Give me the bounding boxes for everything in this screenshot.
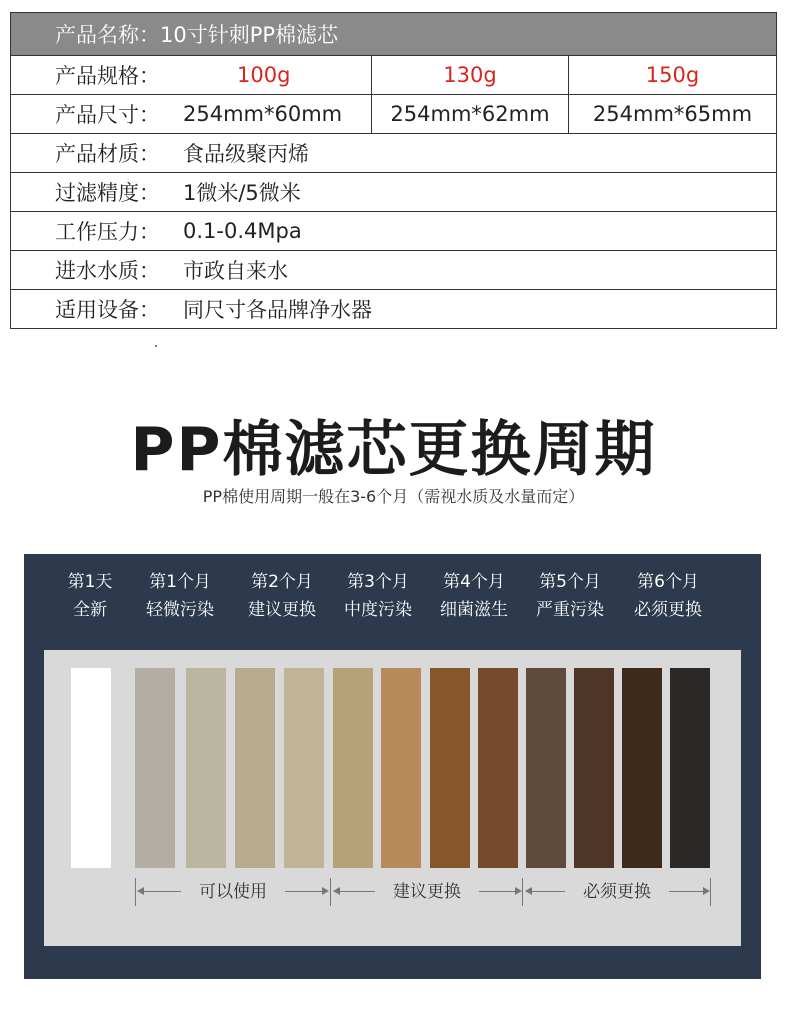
water-quality-label: 进水水质： xyxy=(55,259,160,283)
product-name-value: 10寸针刺PP棉滤芯 xyxy=(160,23,339,47)
range-suggest xyxy=(331,878,523,906)
weight-value-2: 130g xyxy=(443,63,497,87)
stage-month1 xyxy=(134,568,226,624)
range-must xyxy=(523,878,711,906)
swatch-3 xyxy=(235,668,275,868)
size-value-2: 254mm*62mm xyxy=(390,102,550,126)
swatch-board xyxy=(44,650,741,946)
spec-row-material xyxy=(11,133,776,172)
swatch-8 xyxy=(478,668,518,868)
size-value-3: 254mm*65mm xyxy=(592,102,753,126)
stage-desc: 细菌滋生 xyxy=(440,600,508,620)
cycle-title: PP棉滤芯更换周期 xyxy=(130,415,657,485)
stage-time: 第3个月 xyxy=(347,572,409,592)
stage-month2 xyxy=(236,568,328,624)
spec-row-precision xyxy=(11,172,776,211)
size-value-1: 254mm*60mm xyxy=(183,102,343,126)
swatch-4 xyxy=(284,668,324,868)
precision-label: 过滤精度： xyxy=(55,181,160,205)
weight-value-3: 150g xyxy=(645,63,700,87)
spec-table xyxy=(10,12,777,329)
swatch-11 xyxy=(622,668,662,868)
stage-month6 xyxy=(622,568,714,624)
stage-time: 第1天 xyxy=(67,572,113,592)
swatch-0 xyxy=(71,668,111,868)
devices-value: 同尺寸各品牌净水器 xyxy=(183,298,372,322)
spec-row-pressure xyxy=(11,211,776,250)
stage-desc: 必须更换 xyxy=(634,600,702,620)
stray-dot xyxy=(155,345,157,347)
stage-desc: 建议更换 xyxy=(248,600,316,620)
swatch-2 xyxy=(186,668,226,868)
swatch-1 xyxy=(135,668,175,868)
spec-row-devices xyxy=(11,289,776,328)
range-usable xyxy=(135,878,331,906)
swatch-5 xyxy=(333,668,373,868)
swatch-12 xyxy=(670,668,710,868)
spec-header-row xyxy=(11,13,776,55)
pressure-label: 工作压力： xyxy=(55,220,160,244)
range-usable-label: 可以使用 xyxy=(181,878,285,906)
cycle-subtitle: PP棉使用周期一般在3-6个月（需视水质及水量而定） xyxy=(202,487,585,506)
stage-time: 第1个月 xyxy=(149,572,211,592)
swatch-10 xyxy=(574,668,614,868)
range-must-label: 必须更换 xyxy=(565,878,669,906)
stage-desc: 严重污染 xyxy=(536,600,604,620)
stage-time: 第4个月 xyxy=(443,572,505,592)
pressure-value: 0.1-0.4Mpa xyxy=(183,219,302,243)
stage-month3 xyxy=(332,568,424,624)
precision-value: 1微米/5微米 xyxy=(183,181,301,205)
devices-label: 适用设备： xyxy=(55,298,160,322)
weight-label: 产品规格： xyxy=(55,64,160,88)
water-quality-value: 市政自来水 xyxy=(183,259,288,283)
spec-row-water-quality xyxy=(11,250,776,289)
range-suggest-label: 建议更换 xyxy=(375,878,479,906)
spec-row-weight xyxy=(11,55,776,94)
stage-month5 xyxy=(524,568,616,624)
size-label: 产品尺寸： xyxy=(55,103,160,127)
swatch-6 xyxy=(381,668,421,868)
stage-time: 第5个月 xyxy=(539,572,601,592)
stage-desc: 轻微污染 xyxy=(146,600,214,620)
product-name-label: 产品名称： xyxy=(55,23,160,47)
swatch-9 xyxy=(526,668,566,868)
material-label: 产品材质： xyxy=(55,142,160,166)
spec-row-size xyxy=(11,94,776,133)
material-value: 食品级聚丙烯 xyxy=(183,142,309,166)
swatch-7 xyxy=(430,668,470,868)
stage-month4 xyxy=(428,568,520,624)
stage-day1 xyxy=(59,568,121,624)
stage-desc: 中度污染 xyxy=(344,600,412,620)
stage-time: 第6个月 xyxy=(637,572,699,592)
cycle-panel xyxy=(24,554,761,979)
weight-value-1: 100g xyxy=(237,63,291,87)
stage-desc: 全新 xyxy=(73,600,107,620)
stage-time: 第2个月 xyxy=(251,572,313,592)
